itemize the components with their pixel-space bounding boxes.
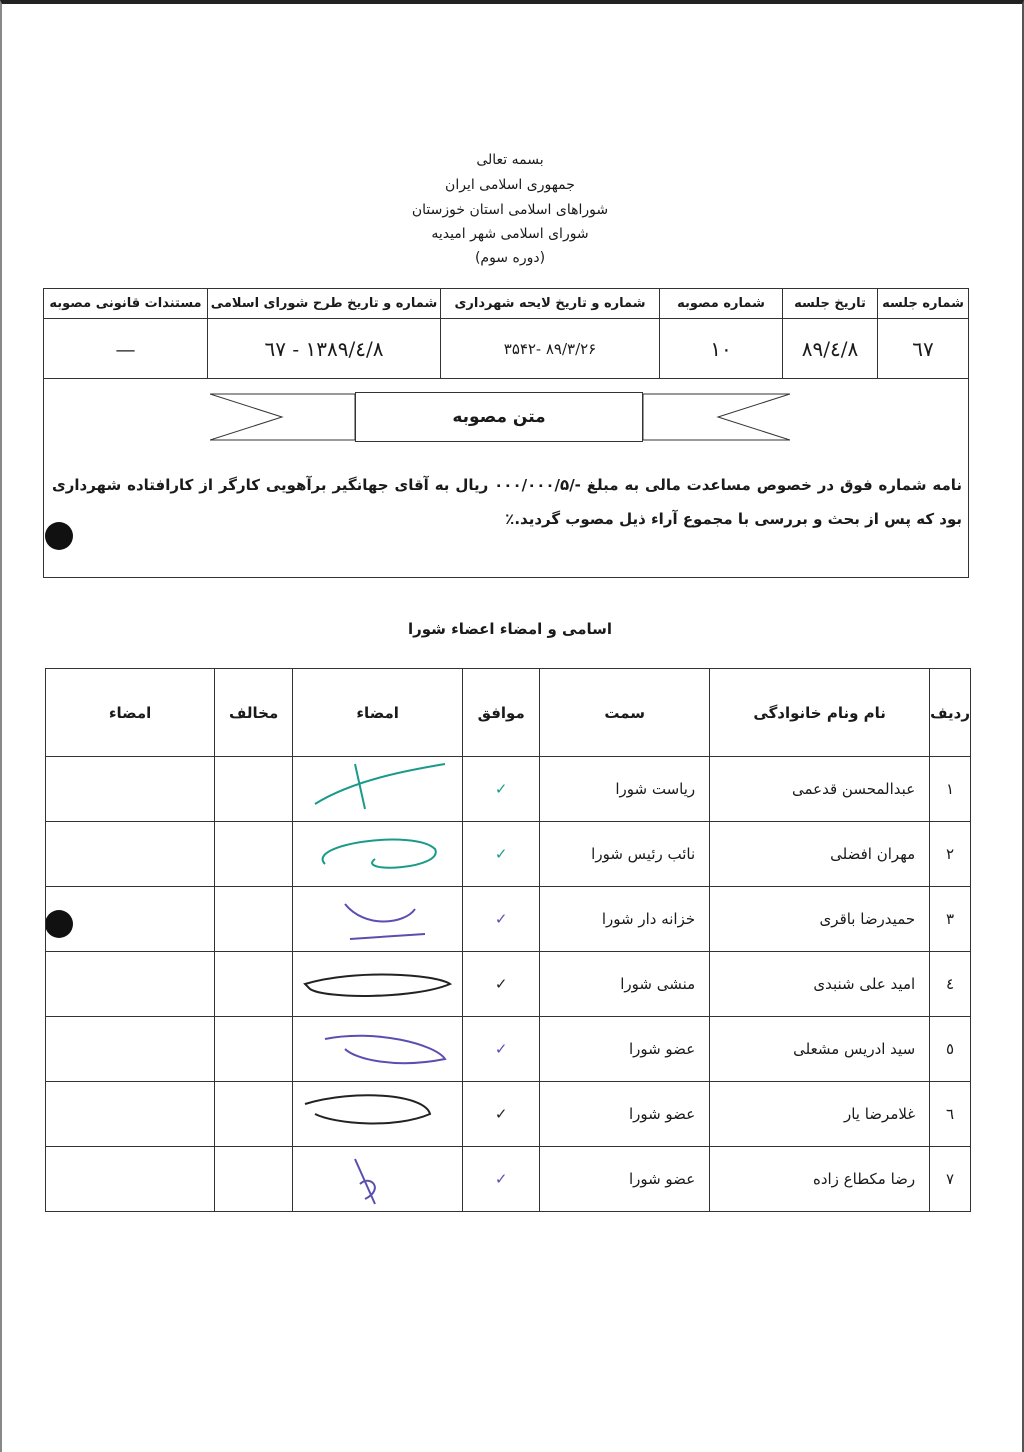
col-header: نام ونام خانوادگی [710,669,930,757]
row-number: ٥ [930,1017,971,1082]
agree-mark: ✓ [463,952,540,1017]
table-row [46,757,971,822]
banner-title: متن مصوبه [355,392,643,442]
resolution-number: ١٠ [660,319,783,379]
members-table [45,668,971,1212]
agree-mark: ✓ [463,1017,540,1082]
col-header: امضاء [46,669,215,757]
signature-scribble-icon [295,1149,460,1209]
header-line: جمهوری اسلامی ایران [445,177,575,193]
col-header: سمت [540,669,710,757]
signature [293,822,463,887]
agree-mark: ✓ [463,887,540,952]
agree-mark: ✓ [463,1147,540,1212]
member-role: عضو شورا [540,1082,710,1147]
row-number: ۳ [930,887,971,952]
oppose-signature [46,952,215,1017]
signature [293,952,463,1017]
signature-scribble-icon [295,824,460,884]
table-row [46,822,971,887]
legal-basis: — [44,319,208,379]
session-number: ٦٧ [878,319,969,379]
signature [293,1147,463,1212]
oppose-signature [46,1082,215,1147]
member-role: منشی شورا [540,952,710,1017]
agree-mark: ✓ [463,1082,540,1147]
col-header: شماره و تاریخ طرح شورای اسلامی [208,289,441,319]
table-row [46,887,971,952]
col-header: شماره مصوبه [660,289,783,319]
row-number: ٧ [930,1147,971,1212]
signature-scribble-icon [295,889,460,949]
col-header: مستندات قانونی مصوبه [44,289,208,319]
row-number: ٦ [930,1082,971,1147]
signature [293,757,463,822]
col-header: شماره و تاریخ لایحه شهرداری [441,289,660,319]
col-header: موافق [463,669,540,757]
resolution-table [43,288,969,379]
signature-scribble-icon [295,1084,460,1144]
row-number: ٤ [930,952,971,1017]
header-line: (دوره سوم) [474,250,546,266]
col-header: ردیف [930,669,971,757]
signature [293,887,463,952]
municipal-bill: ٨٩/٣/٢۶ -٣۵۴٢ [441,319,660,379]
oppose-mark [215,822,293,887]
oppose-mark [215,1017,293,1082]
table-row [46,952,971,1017]
table-row [46,1147,971,1212]
table-row [46,1017,971,1082]
oppose-mark [215,1082,293,1147]
member-name: غلامرضا یار [710,1082,930,1147]
member-role: نائب رئیس شورا [540,822,710,887]
header-line: بسمه تعالی [476,152,544,168]
col-header: مخالف [215,669,293,757]
member-role: عضو شورا [540,1147,710,1212]
oppose-mark [215,1147,293,1212]
agree-mark: ✓ [463,822,540,887]
banner [210,392,790,442]
col-header: تاریخ جلسه [783,289,878,319]
oppose-signature [46,1017,215,1082]
oppose-signature [46,1147,215,1212]
signature-scribble-icon [295,759,460,819]
col-header: امضاء [293,669,463,757]
member-name: امید علی شنبدی [710,952,930,1017]
member-role: ریاست شورا [540,757,710,822]
member-role: عضو شورا [540,1017,710,1082]
signature [293,1082,463,1147]
member-name: سید ادریس مشعلی [710,1017,930,1082]
signature [293,1017,463,1082]
table-row [46,1082,971,1147]
signature-scribble-icon [295,954,460,1014]
header-line: شوراهای اسلامی استان خوزستان [411,202,609,218]
resolution-text: نامه شماره فوق در خصوص مساعدت مالی به مبلغ -/۰۰۰/۰۰۰/۵ ریال به آقای جهانگیر برآهویی کارگر از کارافتاده شهرداری بود که پس از بحث و بررسی با مجموع آراء ذیل مصوب گردید.٪ [52,476,962,528]
member-name: حمیدرضا باقری [710,887,930,952]
session-date: ٨٩/٤/٨ [783,319,878,379]
row-number: ۱ [930,757,971,822]
oppose-mark [215,952,293,1017]
oppose-signature [46,757,215,822]
oppose-signature [46,887,215,952]
member-name: مهران افضلی [710,822,930,887]
oppose-mark [215,757,293,822]
council-plan: ١٣٨٩/٤/٨ - ٦٧ [208,319,441,379]
member-name: رضا مکطاع زاده [710,1147,930,1212]
agree-mark: ✓ [463,757,540,822]
member-name: عبدالمحسن قدعمی [710,757,930,822]
oppose-mark [215,887,293,952]
signature-scribble-icon [295,1019,460,1079]
row-number: ۲ [930,822,971,887]
members-title: اسامی و امضاء اعضاء شورا [407,620,613,638]
member-role: خزانه دار شورا [540,887,710,952]
col-header: شماره جلسه [878,289,969,319]
oppose-signature [46,822,215,887]
header-line: شورای اسلامی شهر امیدیه [431,226,589,242]
punch-hole [45,522,73,550]
